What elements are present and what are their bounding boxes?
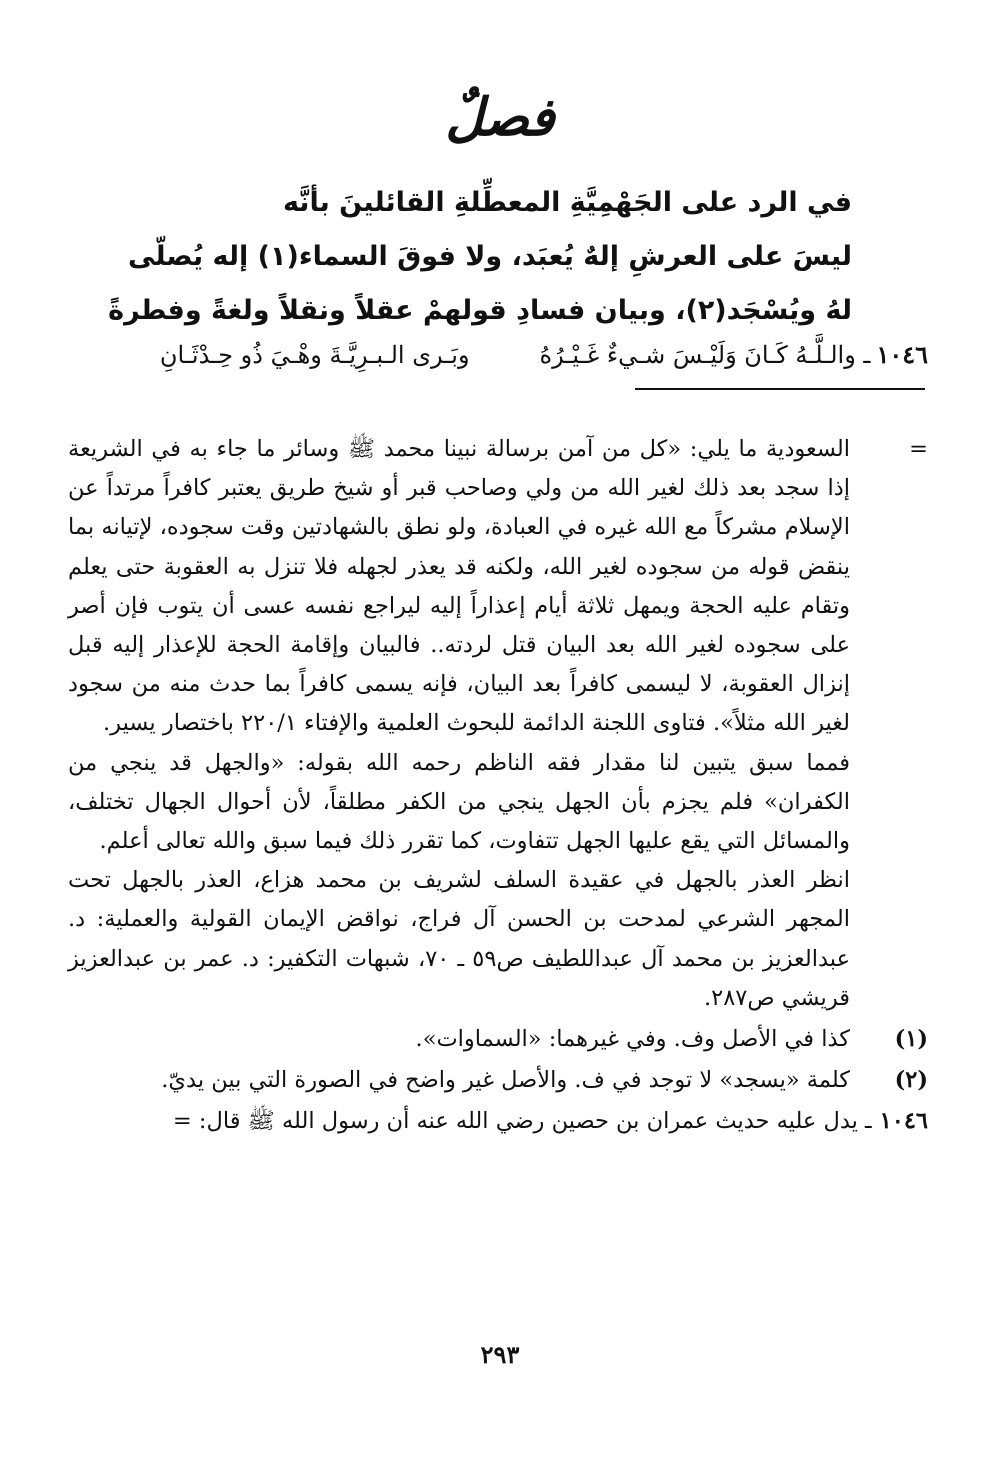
verse-hemistich-2: وبَـرى الـبـرِيَّـةَ وهْـيَ ذُو حِـدْثَـانِ [159, 341, 470, 369]
continuation-mark: = [909, 436, 928, 462]
verse-hemistich-1: ـ والـلَّـهُ كَـانَ وَلَيْـسَ شـيءٌ غَـيْـرُهُ [539, 341, 871, 369]
heading-line-2: ليسَ على العرشِ إلهٌ يُعبَد، ولا فوقَ السماء(١) إله يُصلّى [128, 241, 852, 272]
footnote-1-text: كذا في الأصل وف. وفي غيرهما: «السماوات». [415, 1026, 850, 1053]
verse-number: ١٠٤٦ [876, 340, 928, 369]
footnote-paragraph-1-text: السعودية ما يلي: «كل من آمن برسالة نبينا محمد ﷺ وسائر ما جاء به في الشريعة إذا سجد بعد ذلك لغير الله من ولي وصاحب قبر أو شيخ طريق يعتبر كافراً مرتداً عن الإسلام مشركاً مع الله غيره في العبادة، ولو نطق بالشهادتين وقت سجوده، لإتيانه بما ينقض قوله من سجوده لغير الله، ولكنه قد يعذر لجهله فلا تنزل به العقوبة حتى يعلم وتقام عليه الحجة ويمهل ثلاثة أيام إعذاراً إليه ليراجع نفسه عسى أن يتوب فإن أصر على سجوده لغير الله بعد البيان قتل لردته.. فالبيان وإقامة الحجة للإعذار إليه قبل إنزال العقوبة، لا ليسمى كافراً بعد البيان، فإنه يسمى كافراً بما حدث منه من سجود لغير الله مثلاً». فتاوى اللجنة الدائمة للبحوث العلمية والإفتاء ٢٢٠/١ باختصار يسير. [68, 436, 850, 737]
footnote-paragraph-3: انظر العذر بالجهل في عقيدة السلف لشريف بن محمد هزاع، العذر بالجهل تحت المجهر الشرعي لمدحت بن الحسن آل فراج، نواقض الإيمان القولية والعملية: د. عبدالعزيز بن محمد آل عبداللطيف ص٥٩ ـ ٧٠، شبهات التكفير: د. عمر بن عبدالعزيز قريشي ص٢٨٧. [68, 867, 850, 1011]
heading-line-1: في الرد على الجَهْمِيَّةِ المعطِّلةِ القائلينَ بأنَّه [282, 187, 852, 218]
footnote-paragraph-2: فمما سبق يتبين لنا مقدار فقه الناظم رحمه الله بقوله: «والجهل قد ينجي من الكفران» فلم يجزم بأن الجهل ينجي من الكفر مطلقاً، لأن أحوال الجهال تختلف، والمسائل التي يقع عليها الجهل تتفاوت، كما تقرر ذلك فيما سبق والله تعالى أعلم. [68, 749, 850, 855]
footnote-1 [68, 1020, 928, 1059]
footnote-separator [635, 388, 925, 390]
commentary-number: ١٠٤٦ [879, 1108, 928, 1135]
commentary-text: ـ يدل عليه حديث عمران بن حصين رضي الله عنه أن رسول الله ﷺ قال: = [172, 1108, 872, 1135]
footnote-1-number: (١) [894, 1026, 928, 1053]
footnote-2-number: (٢) [894, 1067, 928, 1094]
heading-line-3: لهُ ويُسْجَد(٢)، وبيان فسادِ قولهمْ عقلاً ونقلاً ولغةً وفطرةً [108, 295, 852, 326]
page-number: ٢٩٣ [480, 1340, 520, 1369]
section-title: فصلٌ [445, 87, 555, 148]
footnotes-section [68, 430, 928, 1142]
verse-commentary [68, 1102, 928, 1141]
chapter-heading [108, 176, 852, 338]
footnote-2 [68, 1061, 928, 1100]
footnote-paragraph-1 [68, 430, 928, 744]
footnote-2-text: كلمة «يسجد» لا توجد في ف. والأصل غير واضح في الصورة التي بين يديّ. [161, 1067, 850, 1094]
poem-verse [68, 333, 928, 377]
